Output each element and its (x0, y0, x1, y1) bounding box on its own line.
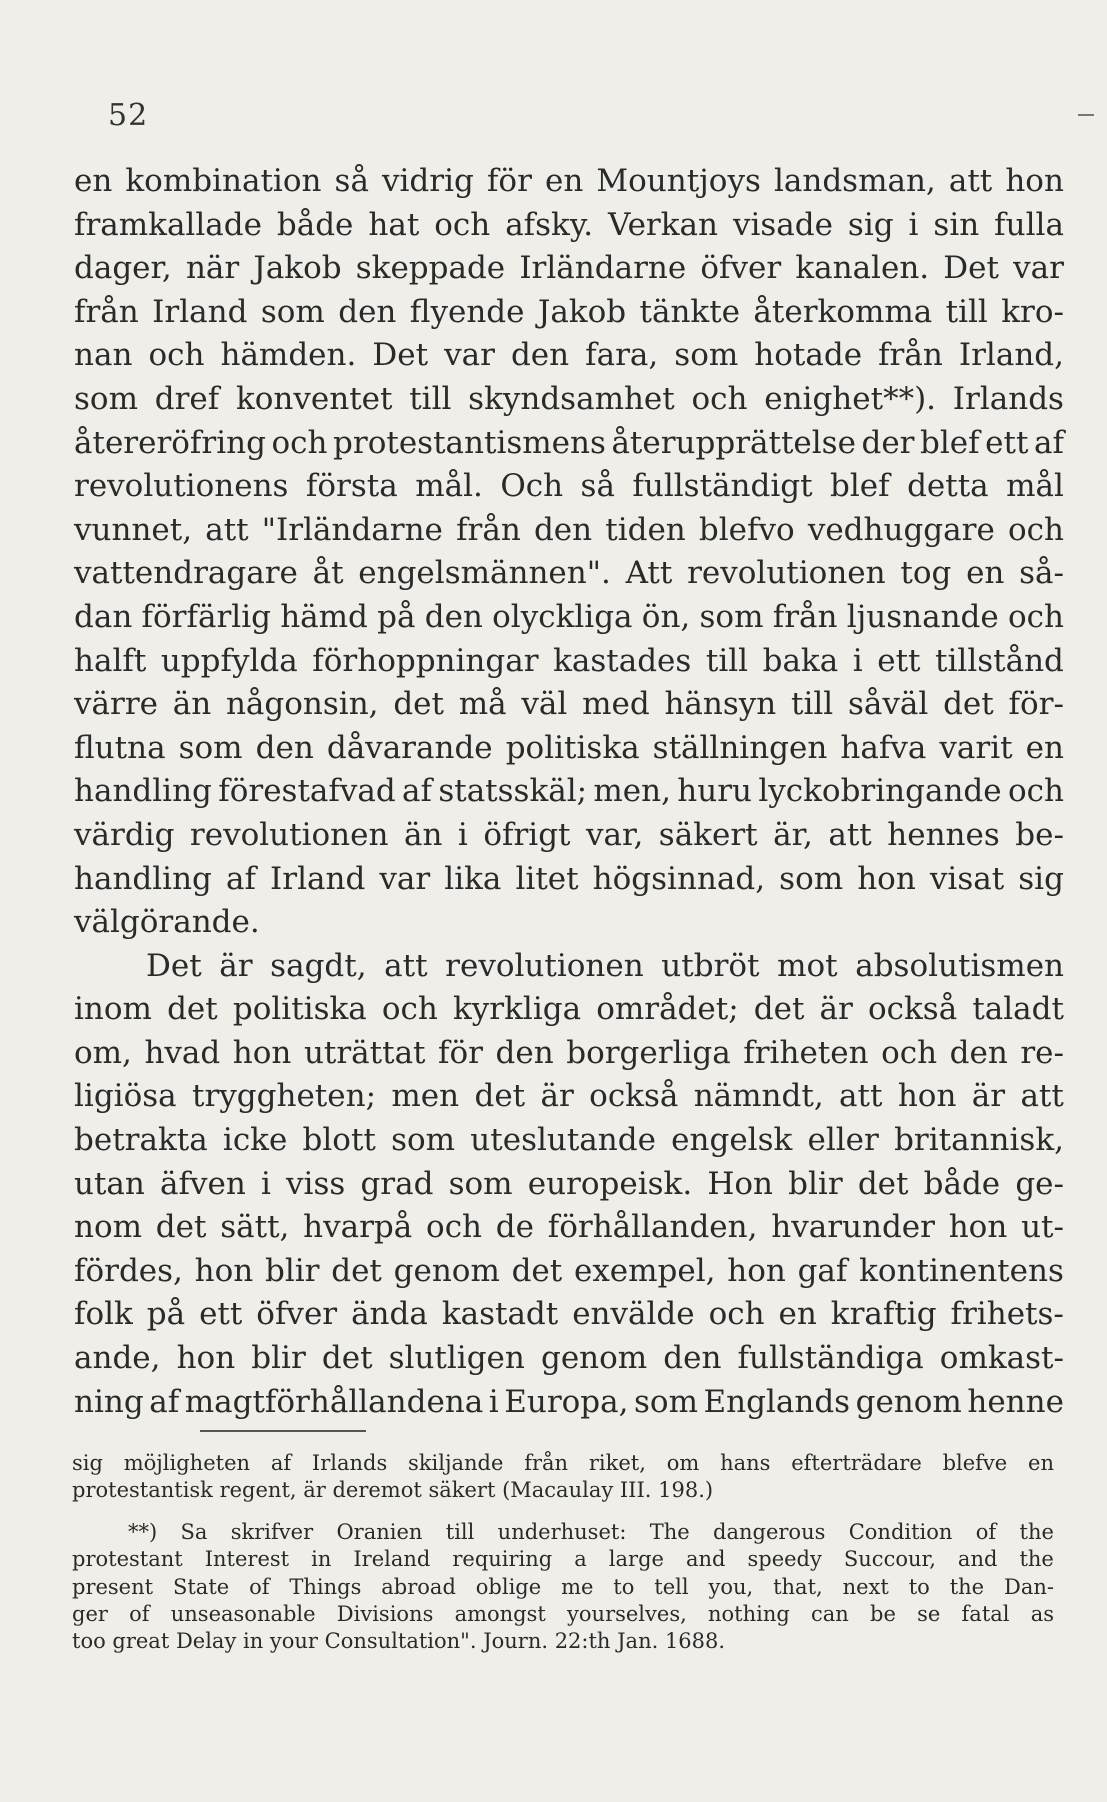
text-line: värdig revolutionen än i öfrigt var, säkert är, att hennes be- (74, 816, 1064, 853)
text-line: Det är sagdt, att revolutionen utbröt mot absolutismen (146, 947, 1064, 984)
text-line: inom det politiska och kyrkliga området; det är också taladt (74, 991, 1064, 1028)
text-line: välgörande. (74, 904, 260, 941)
footnote-line: sig möjligheten af Irlands skiljande från riket, om hans efterträdare blefve en (72, 1451, 1054, 1475)
page-number: 52 (108, 98, 149, 133)
text-line: handling förestafvad af statsskäl; men, huru lyckobringande och (74, 773, 1064, 810)
text-line: ning af magtförhållandena i Europa, som Englands genom henne (74, 1383, 1064, 1420)
text-line: en kombination så vidrig för en Mountjoys landsman, att hon (74, 163, 1064, 199)
text-line: handling af Irland var lika litet högsinnad, som hon visat sig (74, 860, 1064, 897)
footnote-line: protestantisk regent, är deremot säkert (Macaulay III. 198.) (72, 1478, 714, 1503)
footnotes (72, 1450, 1054, 1656)
text-line: om, hvad hon uträttat för den borgerliga friheten och den re- (74, 1034, 1064, 1071)
text-line: fördes, hon blir det genom det exempel, hon gaf kontinentens (74, 1252, 1064, 1289)
text-line: nom det sätt, hvarpå och de förhållanden, hvarunder hon ut- (74, 1209, 1064, 1246)
text-line: flutna som den dåvarande politiska ställningen hafva varit en (74, 729, 1064, 766)
text-line: framkallade både hat och afsky. Verkan visade sig i sin fulla (74, 206, 1064, 243)
footnote-line: present State of Things abroad oblige me to tell you, that, next to the Dan- (72, 1574, 1054, 1599)
footnote-line: protestant Interest in Ireland requiring a large and speedy Succour, and the (72, 1547, 1054, 1572)
text-line: halft uppfylda förhoppningar kastades till baka i ett tillstånd (74, 642, 1064, 679)
text-line: från Irland som den flyende Jakob tänkte återkomma till kro- (74, 293, 1064, 330)
footnote-divider (200, 1430, 366, 1432)
text-line: vattendragare åt engelsmännen". Att revolutionen tog en så- (74, 555, 1064, 592)
text-line: utan äfven i viss grad som europeisk. Hon blir det både ge- (74, 1165, 1064, 1202)
text-line: dager, när Jakob skeppade Irländarne öfver kanalen. Det var (74, 250, 1064, 287)
text-line: revolutionens första mål. Och så fullständigt blef detta mål (74, 468, 1064, 505)
footnote-line: **) Sa skrifver Oranien till underhuset: The dangerous Condition of the (128, 1519, 1054, 1544)
footnote-line: too great Delay in your Consultation". Journ. 22:th Jan. 1688. (72, 1629, 726, 1654)
text-line: folk på ett öfver ända kastadt envälde och en kraftig frihets- (74, 1296, 1064, 1333)
text-line: vunnet, att "Irländarne från den tiden blefvo vedhuggare och (74, 511, 1064, 548)
body-text (74, 160, 1064, 1424)
text-line: dan förfärlig hämd på den olyckliga ön, som från ljusnande och (74, 598, 1064, 635)
text-line: nan och hämden. Det var den fara, som hotade från Irland, (74, 337, 1064, 374)
text-line: återeröfring och protestantismens återupprättelse der blef ett af (74, 424, 1064, 461)
text-line: ande, hon blir det slutligen genom den fullständiga omkast- (74, 1340, 1064, 1377)
footnote-line: ger of unseasonable Divisions amongst yourselves, nothing can be se fatal as (72, 1601, 1054, 1626)
text-line: värre än någonsin, det må väl med hänsyn till såväl det för- (74, 686, 1064, 723)
text-line: betrakta icke blott som uteslutande engelsk eller britannisk, (74, 1122, 1064, 1159)
margin-mark (1078, 114, 1094, 116)
text-line: som dref konventet till skyndsamhet och enighet**). Irlands (74, 380, 1064, 417)
text-line: ligiösa tryggheten; men det är också nämndt, att hon är att (74, 1078, 1064, 1115)
